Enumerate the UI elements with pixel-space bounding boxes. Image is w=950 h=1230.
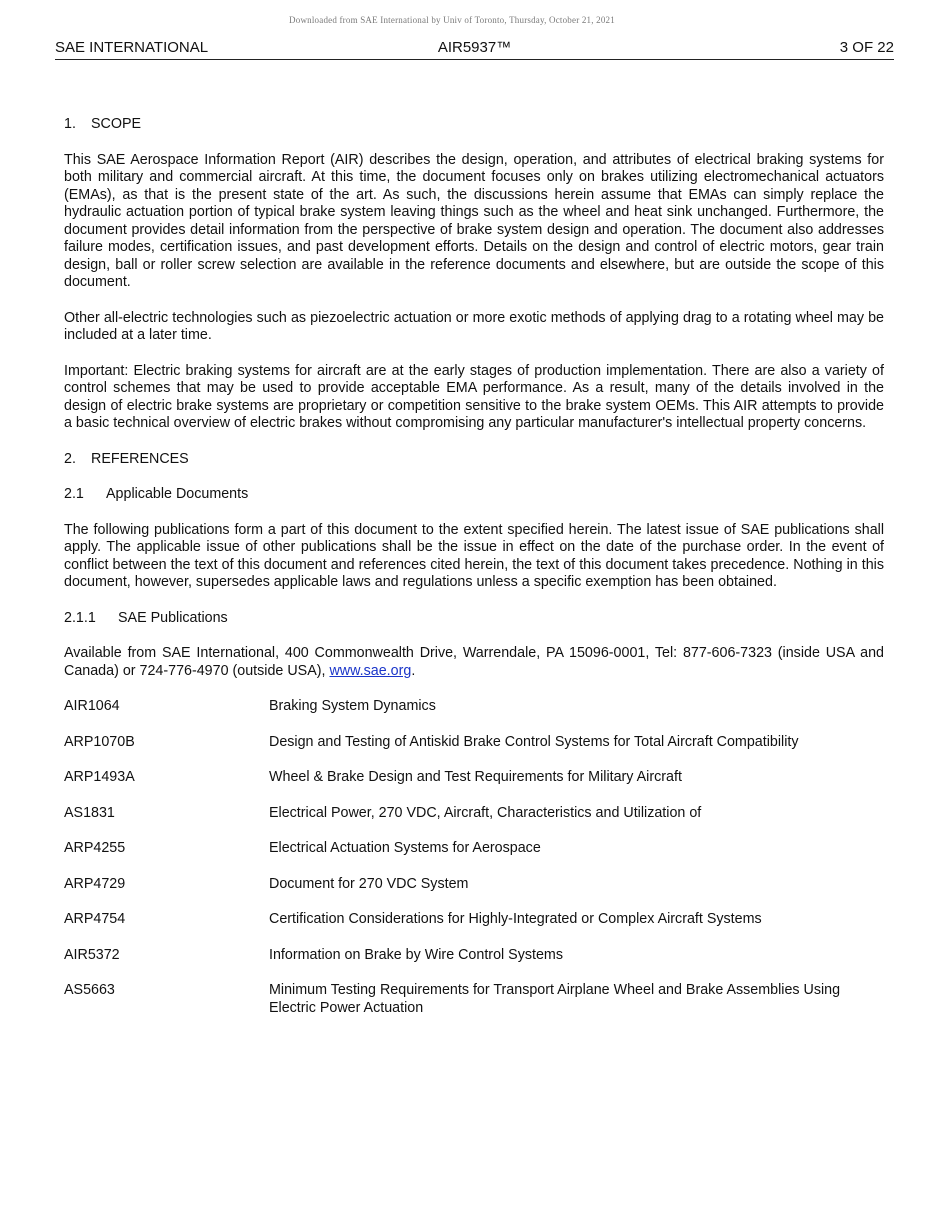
reference-code: AIR1064: [64, 698, 120, 714]
header-organization: SAE INTERNATIONAL: [55, 39, 209, 56]
scope-paragraph-1: This SAE Aerospace Information Report (AIR) describes the design, operation, and attributes of electrical braking systems for both military and commercial aircraft. At this time, the document focuses only on brakes utilizing electromechanical actuators (EMAs), as that is the present state of the art. As such, the discussions herein assume that EMAs can simply replace the hydraulic actuation portion of typical brake system leaving things such as the wheel and heat sink unchanged. Furthermore, the document provides detail information from the perspective of brake system design and operation. The document also addresses failure modes, certification issues, and past development efforts. Details on the design and control of electric motors, gear train design, ball or roller screw selection are available in the reference documents and elsewhere, but are outside the scope of this document.: [64, 151, 884, 290]
section-2-1-heading: [64, 486, 884, 504]
reference-code: ARP4754: [64, 911, 126, 927]
section-2-heading: [64, 451, 884, 469]
section-2-1-1-title: SAE Publications: [118, 609, 228, 626]
sae-availability-text: Available from SAE International, 400 Commonwealth Drive, Warrendale, PA 15096-0001, Tel: 877-606-7323 (inside USA and Canada) or 724-776-4970 (outside USA),: [64, 645, 884, 679]
reference-row: [64, 734, 884, 752]
reference-code: ARP4255: [64, 840, 126, 856]
section-2-number: 2.: [64, 450, 76, 467]
reference-code: ARP1070B: [64, 733, 135, 750]
reference-title: Design and Testing of Antiskid Brake Control Systems for Total Aircraft Compatibility: [269, 733, 799, 750]
reference-title: Certification Considerations for Highly-Integrated or Complex Aircraft Systems: [269, 911, 762, 927]
sae-website-link[interactable]: www.sae.org: [329, 662, 412, 679]
reference-title: Wheel & Brake Design and Test Requirements for Military Aircraft: [269, 769, 682, 785]
applicable-documents-paragraph: The following publications form a part of this document to the extent specified herein. The latest issue of SAE publications shall apply. The applicable issue of other publications shall be the issue in effect on the date of the purchase order. In the event of conflict between the text of this document and references cited herein, the text of this document takes precedence. Nothing in this document, however, supersedes applicable laws and regulations unless a specific exemption has been obtained.: [64, 521, 884, 590]
sae-availability-trailing: .: [411, 662, 416, 679]
reference-row: [64, 911, 884, 929]
section-2-title: REFERENCES: [91, 450, 189, 467]
reference-row: [64, 876, 884, 894]
reference-row: [64, 982, 884, 1017]
header-document-id: AIR5937™: [437, 39, 512, 56]
document-body: [64, 116, 884, 1017]
reference-title: Minimum Testing Requirements for Transport Airplane Wheel and Brake Assemblies Using Electric Power Actuation: [269, 982, 841, 1016]
reference-code: AS1831: [64, 804, 115, 821]
reference-row: [64, 947, 884, 965]
section-2-1-title: Applicable Documents: [106, 486, 249, 502]
reference-row: [64, 769, 884, 787]
reference-code: ARP1493A: [64, 769, 135, 785]
sae-availability-paragraph: [64, 645, 884, 680]
reference-title: Electrical Actuation Systems for Aerospace: [269, 840, 541, 856]
section-2-1-1-heading: [64, 610, 884, 628]
reference-row: [64, 698, 884, 716]
reference-code: ARP4729: [64, 875, 126, 892]
header-page-number: 3 OF 22: [839, 39, 894, 56]
section-1-heading: [64, 116, 884, 134]
page-header: [55, 37, 894, 60]
reference-title: Information on Brake by Wire Control Systems: [269, 946, 563, 963]
reference-title: Braking System Dynamics: [269, 698, 436, 714]
reference-code: AS5663: [64, 982, 115, 998]
section-1-number: 1.: [64, 116, 76, 132]
reference-title: Document for 270 VDC System: [269, 875, 469, 892]
section-2-1-number: 2.1: [64, 486, 84, 502]
download-watermark: Downloaded from SAE International by Univ of Toronto, Thursday, October 21, 2021: [289, 15, 615, 25]
reference-row: [64, 840, 884, 858]
scope-paragraph-3: Important: Electric braking systems for aircraft are at the early stages of production implementation. There are also a variety of control schemes that may be used to provide acceptable EMA performance. As a result, many of the details involved in the design of electric brake systems are proprietary or competition sensitive to the brake system OEMs. This AIR attempts to provide a basic technical overview of electric brakes without compromising any particular manufacturer's intellectual property concerns.: [64, 362, 884, 431]
section-2-1-1-number: 2.1.1: [64, 609, 96, 626]
scope-paragraph-2: Other all-electric technologies such as piezoelectric actuation or more exotic methods of applying drag to a rotating wheel may be included at a later time.: [64, 309, 884, 343]
reference-code: AIR5372: [64, 946, 120, 963]
section-1-title: SCOPE: [91, 116, 142, 132]
reference-row: [64, 805, 884, 823]
reference-title: Electrical Power, 270 VDC, Aircraft, Characteristics and Utilization of: [269, 804, 702, 821]
